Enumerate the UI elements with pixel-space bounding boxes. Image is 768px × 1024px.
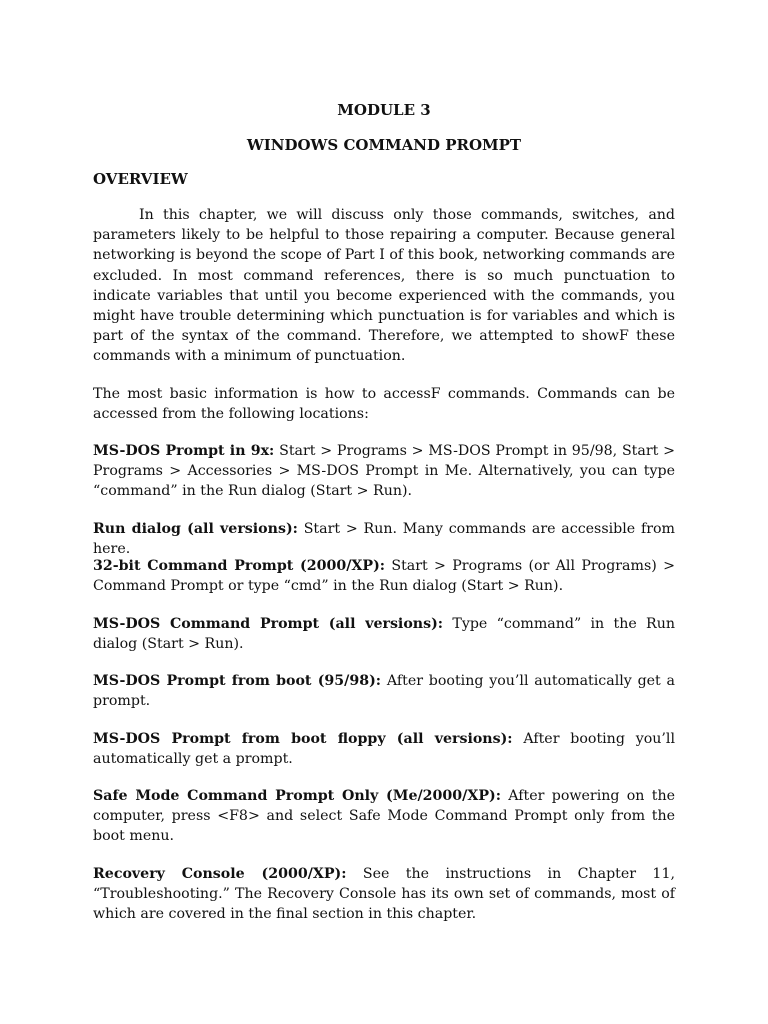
location-text: Start > Run. Many commands are accessible from here. xyxy=(93,521,675,558)
location-ms-dos-9x xyxy=(93,441,675,502)
location-text: Start > Programs > MS-DOS Prompt in 95/98, Start > Programs > Accessories > MS-DOS Prompt in Me. Alternatively, you can type “command” in the Run dialog (Start > Run). xyxy=(93,443,675,500)
location-term: Safe Mode Command Prompt Only (Me/2000/XP): xyxy=(93,788,501,804)
location-term: MS-DOS Prompt from boot (95/98): xyxy=(93,673,382,689)
location-term: 32-bit Command Prompt (2000/XP): xyxy=(93,558,386,574)
location-text: Start > Programs (or All Programs) > Command Prompt or type “cmd” in the Run dialog (Start > Run). xyxy=(93,558,675,595)
location-safe-mode xyxy=(93,786,675,847)
location-term: MS-DOS Prompt from boot floppy (all versions): xyxy=(93,731,513,747)
intro-paragraph: In this chapter, we will discuss only those commands, switches, and parameters likely to be helpful to those repairing a computer. Because general networking is beyond the scope of Part I of this book, networking commands are excluded. In most command references, there is so much punctuation to indicate variables that until you become experienced with the commands, you might have trouble determining which punctuation is for variables and which is part of the syntax of the command. Therefore, we attempted to showF these commands with a minimum of punctuation. xyxy=(93,207,675,365)
location-text: After booting you’ll automatically get a prompt. xyxy=(93,731,675,768)
location-boot-prompt xyxy=(93,671,675,711)
location-recovery-console xyxy=(93,864,675,925)
location-term: Recovery Console (2000/XP): xyxy=(93,866,347,882)
module-heading: MODULE 3 xyxy=(337,101,431,119)
location-run-dialog xyxy=(93,519,675,559)
location-term: MS-DOS Command Prompt (all versions): xyxy=(93,616,444,632)
location-text: Type “command” in the Run dialog (Start > Run). xyxy=(93,616,675,653)
location-text: After booting you’ll automatically get a prompt. xyxy=(93,673,676,710)
location-boot-floppy xyxy=(93,729,675,769)
location-text: After powering on the computer, press <F8> and select Safe Mode Command Prompt only from the boot menu. xyxy=(93,788,676,845)
location-text: See the instructions in Chapter 11, “Troubleshooting.” The Recovery Console has its own set of commands, most of which are covered in the final section in this chapter. xyxy=(93,866,675,923)
page-title: WINDOWS COMMAND PROMPT xyxy=(246,136,522,154)
location-term: MS-DOS Prompt in 9x: xyxy=(93,443,275,459)
location-term: Run dialog (all versions): xyxy=(93,521,298,537)
location-ms-dos-command xyxy=(93,614,675,654)
section-title-overview: OVERVIEW xyxy=(93,170,188,188)
access-paragraph: The most basic information is how to accessF commands. Commands can be accessed from the following locations: xyxy=(93,386,675,423)
location-32bit-prompt xyxy=(93,556,675,596)
